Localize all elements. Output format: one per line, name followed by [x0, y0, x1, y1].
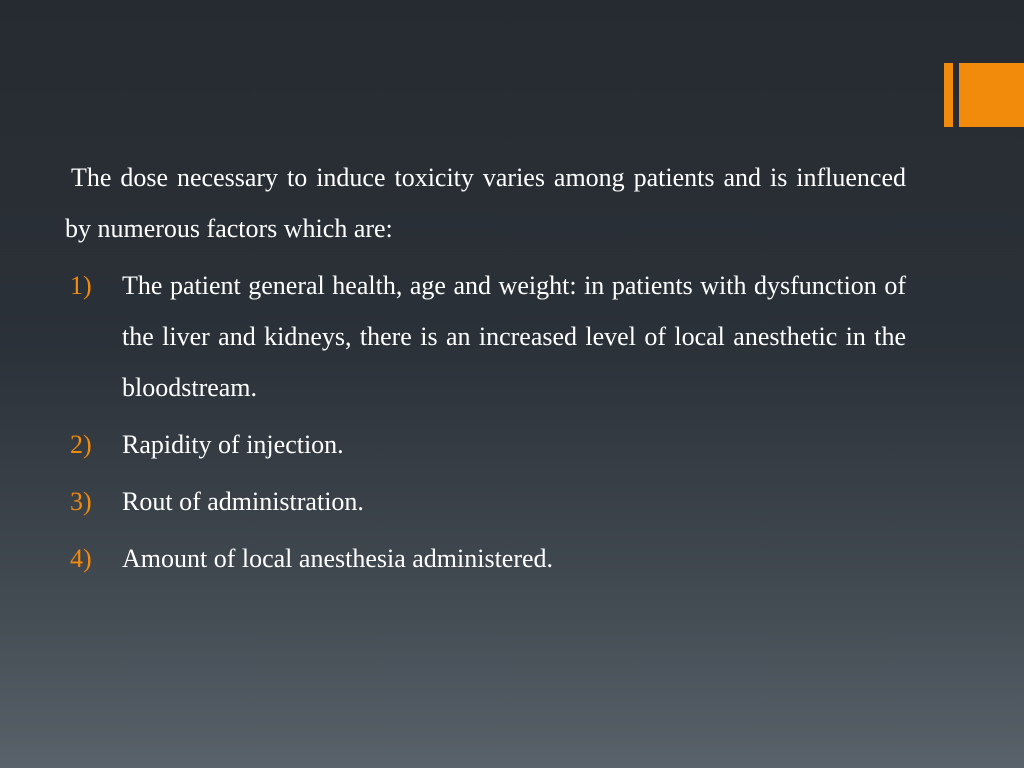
list-item-text: Rout of administration.	[122, 487, 364, 516]
accent-bar-thin	[944, 63, 953, 127]
factors-list	[65, 260, 906, 584]
list-item	[65, 260, 906, 413]
list-item-number: 1)	[70, 271, 92, 300]
list-item-number: 4)	[70, 544, 92, 573]
list-item-text: Amount of local anesthesia administered.	[122, 544, 554, 573]
list-item	[65, 419, 906, 470]
list-item-text: Rapidity of injection.	[122, 430, 344, 459]
intro-paragraph: The dose necessary to induce toxicity varies among patients and is influenced by numerous factors which are:	[65, 163, 906, 243]
list-item-number: 2)	[70, 430, 92, 459]
list-item	[65, 533, 906, 584]
list-item	[65, 476, 906, 527]
accent-bar-thick	[959, 63, 1024, 127]
list-item-text: The patient general health, age and weight: in patients with dysfunction of the liver and kidneys, there is an increased level of local anesthetic in the bloodstream.	[122, 271, 906, 402]
list-item-number: 3)	[70, 487, 92, 516]
slide-content	[65, 152, 906, 590]
